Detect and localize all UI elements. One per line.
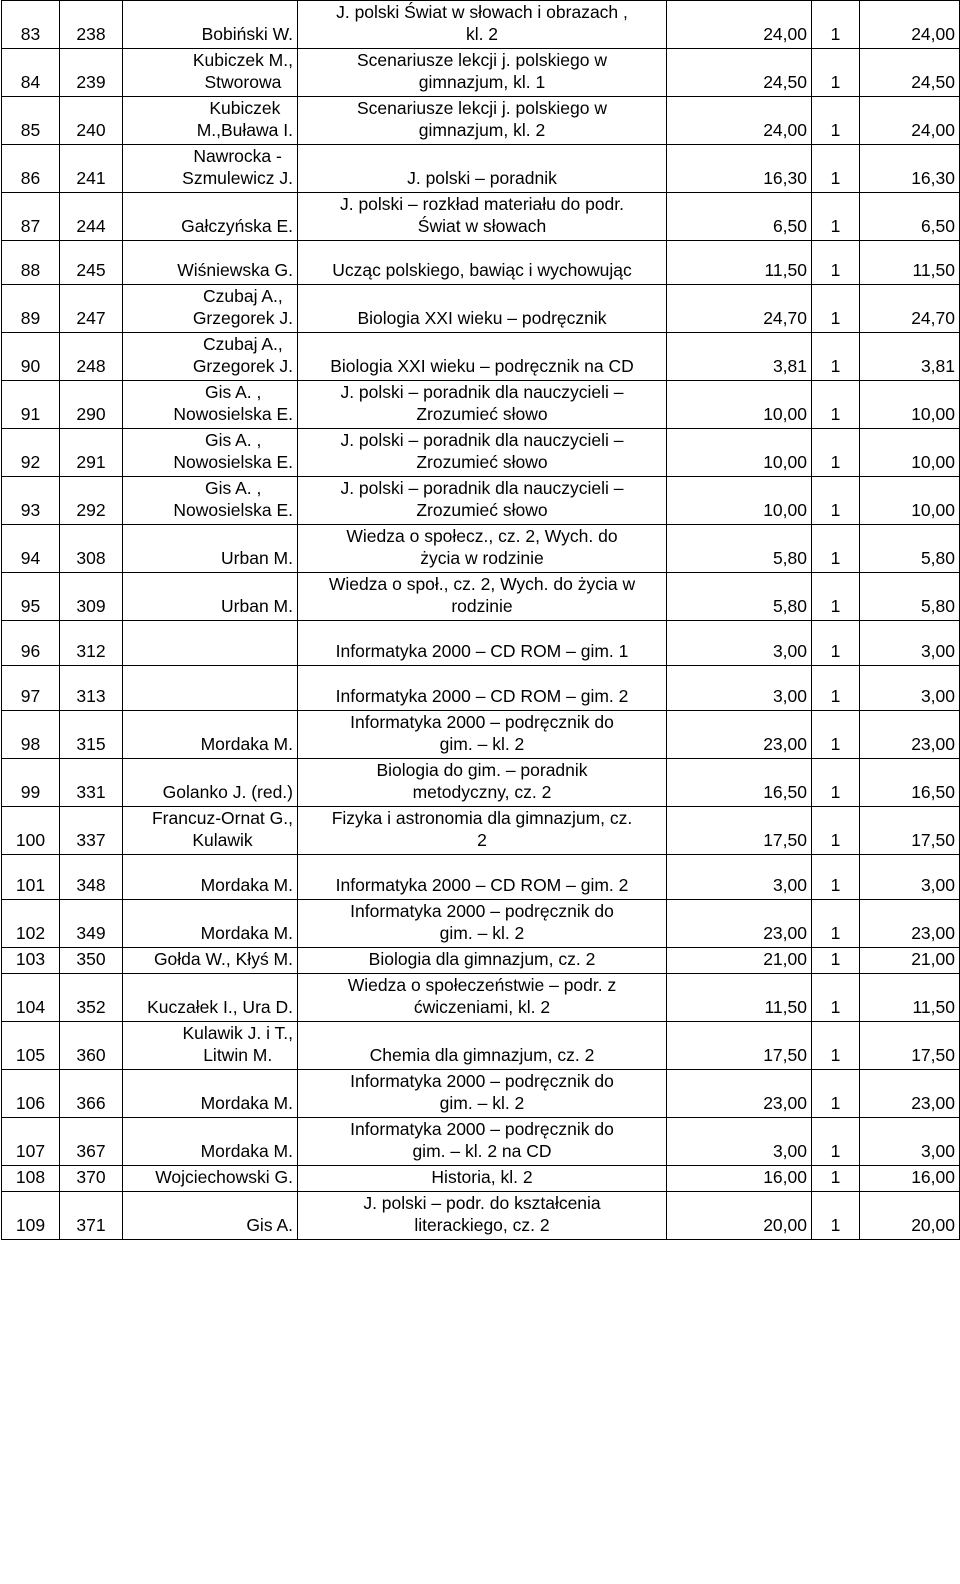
title-cell <box>298 49 667 97</box>
total-price-cell: 10,00 <box>860 429 960 477</box>
quantity-cell: 1 <box>812 1166 860 1192</box>
author-text: Urban M. <box>221 548 293 568</box>
table-body <box>2 1 960 1240</box>
row-number-cell: 99 <box>2 759 60 807</box>
unit-price-cell: 3,00 <box>667 855 812 900</box>
title-text: J. polski – poradnik dla nauczycieli – Zrozumieć słowo <box>340 478 624 520</box>
author-cell <box>123 1166 298 1192</box>
table-row <box>2 97 960 145</box>
unit-price-cell: 24,70 <box>667 285 812 333</box>
table-row <box>2 145 960 193</box>
table-row <box>2 241 960 285</box>
unit-price-cell: 16,50 <box>667 759 812 807</box>
table-row <box>2 900 960 948</box>
quantity-cell: 1 <box>812 1 860 49</box>
unit-price-cell: 23,00 <box>667 1070 812 1118</box>
unit-price-cell: 21,00 <box>667 948 812 974</box>
unit-price-cell: 5,80 <box>667 573 812 621</box>
total-price-cell: 23,00 <box>860 711 960 759</box>
author-text: Wiśniewska G. <box>177 260 293 280</box>
table-row <box>2 285 960 333</box>
catalog-id-cell: 238 <box>60 1 123 49</box>
quantity-cell: 1 <box>812 1118 860 1166</box>
title-cell <box>298 1022 667 1070</box>
title-text: Biologia XXI wieku – podręcznik na CD <box>330 356 634 376</box>
unit-price-cell: 10,00 <box>667 477 812 525</box>
total-price-cell: 23,00 <box>860 900 960 948</box>
total-price-cell: 3,81 <box>860 333 960 381</box>
quantity-cell: 1 <box>812 97 860 145</box>
catalog-id-cell: 312 <box>60 621 123 666</box>
catalog-id-cell: 291 <box>60 429 123 477</box>
author-cell <box>123 1022 298 1070</box>
author-text: Kubiczek M., Stworowa <box>192 50 293 92</box>
author-text: Mordaka M. <box>200 734 293 754</box>
author-cell <box>123 711 298 759</box>
table-row <box>2 1 960 49</box>
row-number-cell: 87 <box>2 193 60 241</box>
table-row <box>2 974 960 1022</box>
author-text: Kubiczek M.,Buława I. <box>196 98 293 140</box>
table-row <box>2 381 960 429</box>
total-price-cell: 11,50 <box>860 241 960 285</box>
author-text: Gołda W., Kłyś M. <box>153 949 293 969</box>
row-number-cell: 102 <box>2 900 60 948</box>
quantity-cell: 1 <box>812 974 860 1022</box>
author-text: Czubaj A., Grzegorek J. <box>192 334 293 376</box>
row-number-cell: 89 <box>2 285 60 333</box>
catalog-id-cell: 244 <box>60 193 123 241</box>
quantity-cell: 1 <box>812 241 860 285</box>
title-text: J. polski – poradnik dla nauczycieli – Zrozumieć słowo <box>340 382 624 424</box>
author-cell <box>123 855 298 900</box>
author-cell <box>123 285 298 333</box>
table-row <box>2 1192 960 1240</box>
total-price-cell: 5,80 <box>860 525 960 573</box>
row-number-cell: 84 <box>2 49 60 97</box>
unit-price-cell: 17,50 <box>667 1022 812 1070</box>
table-row <box>2 429 960 477</box>
author-text: Mordaka M. <box>200 875 293 895</box>
total-price-cell: 10,00 <box>860 477 960 525</box>
quantity-cell: 1 <box>812 573 860 621</box>
unit-price-cell: 20,00 <box>667 1192 812 1240</box>
row-number-cell: 105 <box>2 1022 60 1070</box>
row-number-cell: 93 <box>2 477 60 525</box>
author-text: Wojciechowski G. <box>155 1167 293 1187</box>
author-cell <box>123 381 298 429</box>
title-cell <box>298 666 667 711</box>
catalog-id-cell: 370 <box>60 1166 123 1192</box>
title-text: Informatyka 2000 – CD ROM – gim. 2 <box>335 875 629 895</box>
total-price-cell: 24,00 <box>860 97 960 145</box>
catalog-id-cell: 240 <box>60 97 123 145</box>
row-number-cell: 95 <box>2 573 60 621</box>
title-text: Wiedza o społ., cz. 2, Wych. do życia w rodzinie <box>328 574 636 616</box>
row-number-cell: 83 <box>2 1 60 49</box>
title-cell <box>298 1 667 49</box>
title-cell <box>298 1166 667 1192</box>
author-cell <box>123 759 298 807</box>
author-cell <box>123 97 298 145</box>
unit-price-cell: 23,00 <box>667 900 812 948</box>
unit-price-cell: 3,81 <box>667 333 812 381</box>
author-cell <box>123 1118 298 1166</box>
row-number-cell: 96 <box>2 621 60 666</box>
title-cell <box>298 948 667 974</box>
unit-price-cell: 24,00 <box>667 97 812 145</box>
title-text: Informatyka 2000 – podręcznik do gim. – kl. 2 na CD <box>350 1119 614 1161</box>
catalog-id-cell: 366 <box>60 1070 123 1118</box>
author-cell <box>123 1070 298 1118</box>
quantity-cell: 1 <box>812 855 860 900</box>
title-text: Wiedza o społecz., cz. 2, Wych. do życia w rodzinie <box>346 526 618 568</box>
total-price-cell: 3,00 <box>860 621 960 666</box>
author-cell <box>123 573 298 621</box>
row-number-cell: 108 <box>2 1166 60 1192</box>
title-text: Scenariusze lekcji j. polskiego w gimnazjum, kl. 1 <box>357 50 607 92</box>
total-price-cell: 16,30 <box>860 145 960 193</box>
title-text: J. polski – podr. do kształcenia literackiego, cz. 2 <box>363 1193 601 1235</box>
author-cell <box>123 477 298 525</box>
author-cell <box>123 333 298 381</box>
title-text: Informatyka 2000 – podręcznik do gim. – kl. 2 <box>350 901 614 943</box>
author-text: Kuczałek I., Ura D. <box>147 997 293 1017</box>
quantity-cell: 1 <box>812 1192 860 1240</box>
author-cell <box>123 241 298 285</box>
title-text: Biologia XXI wieku – podręcznik <box>357 308 607 328</box>
title-cell <box>298 285 667 333</box>
total-price-cell: 6,50 <box>860 193 960 241</box>
quantity-cell: 1 <box>812 807 860 855</box>
quantity-cell: 1 <box>812 1022 860 1070</box>
title-cell <box>298 900 667 948</box>
author-cell <box>123 145 298 193</box>
title-text: Wiedza o społeczeństwie – podr. z ćwiczeniami, kl. 2 <box>347 975 617 1017</box>
quantity-cell: 1 <box>812 285 860 333</box>
author-cell <box>123 1 298 49</box>
row-number-cell: 90 <box>2 333 60 381</box>
catalog-id-cell: 315 <box>60 711 123 759</box>
table-row <box>2 948 960 974</box>
title-text: Scenariusze lekcji j. polskiego w gimnazjum, kl. 2 <box>357 98 607 140</box>
quantity-cell: 1 <box>812 145 860 193</box>
unit-price-cell: 3,00 <box>667 621 812 666</box>
title-cell <box>298 241 667 285</box>
table-row <box>2 49 960 97</box>
title-text: Biologia dla gimnazjum, cz. 2 <box>368 949 596 969</box>
unit-price-cell: 17,50 <box>667 807 812 855</box>
title-cell <box>298 974 667 1022</box>
author-cell <box>123 807 298 855</box>
row-number-cell: 85 <box>2 97 60 145</box>
table-row <box>2 1022 960 1070</box>
catalog-id-cell: 308 <box>60 525 123 573</box>
row-number-cell: 86 <box>2 145 60 193</box>
title-cell <box>298 573 667 621</box>
quantity-cell: 1 <box>812 333 860 381</box>
quantity-cell: 1 <box>812 948 860 974</box>
author-text: Gis A. , Nowosielska E. <box>173 382 293 424</box>
row-number-cell: 98 <box>2 711 60 759</box>
table-row <box>2 855 960 900</box>
quantity-cell: 1 <box>812 711 860 759</box>
quantity-cell: 1 <box>812 381 860 429</box>
row-number-cell: 106 <box>2 1070 60 1118</box>
table-row <box>2 759 960 807</box>
total-price-cell: 3,00 <box>860 1118 960 1166</box>
title-text: J. polski – poradnik <box>407 168 557 188</box>
author-text: Gis A. , Nowosielska E. <box>173 478 293 520</box>
table-row <box>2 525 960 573</box>
author-text: Gis A. , Nowosielska E. <box>173 430 293 472</box>
quantity-cell: 1 <box>812 49 860 97</box>
unit-price-cell: 24,50 <box>667 49 812 97</box>
title-cell <box>298 97 667 145</box>
unit-price-cell: 10,00 <box>667 429 812 477</box>
catalog-id-cell: 313 <box>60 666 123 711</box>
title-text: J. polski – rozkład materiału do podr. Świat w słowach <box>339 194 625 236</box>
total-price-cell: 24,70 <box>860 285 960 333</box>
author-cell <box>123 948 298 974</box>
total-price-cell: 23,00 <box>860 1070 960 1118</box>
title-text: Informatyka 2000 – CD ROM – gim. 1 <box>335 641 629 661</box>
title-cell <box>298 145 667 193</box>
author-text: Bobiński W. <box>201 24 293 44</box>
unit-price-cell: 16,00 <box>667 1166 812 1192</box>
catalog-id-cell: 248 <box>60 333 123 381</box>
total-price-cell: 17,50 <box>860 807 960 855</box>
author-text: Golanko J. (red.) <box>162 782 293 802</box>
author-text: Czubaj A., Grzegorek J. <box>192 286 293 328</box>
title-text: Informatyka 2000 – podręcznik do gim. – kl. 2 <box>350 712 614 754</box>
row-number-cell: 107 <box>2 1118 60 1166</box>
title-cell <box>298 525 667 573</box>
catalog-id-cell: 337 <box>60 807 123 855</box>
quantity-cell: 1 <box>812 900 860 948</box>
total-price-cell: 20,00 <box>860 1192 960 1240</box>
quantity-cell: 1 <box>812 193 860 241</box>
catalog-id-cell: 309 <box>60 573 123 621</box>
catalog-id-cell: 350 <box>60 948 123 974</box>
title-cell <box>298 429 667 477</box>
row-number-cell: 92 <box>2 429 60 477</box>
table-row <box>2 573 960 621</box>
total-price-cell: 24,50 <box>860 49 960 97</box>
table-row <box>2 711 960 759</box>
catalog-id-cell: 360 <box>60 1022 123 1070</box>
row-number-cell: 94 <box>2 525 60 573</box>
catalog-id-cell: 348 <box>60 855 123 900</box>
catalog-id-cell: 349 <box>60 900 123 948</box>
unit-price-cell: 23,00 <box>667 711 812 759</box>
table-row <box>2 1070 960 1118</box>
title-cell <box>298 1118 667 1166</box>
title-cell <box>298 193 667 241</box>
catalog-id-cell: 290 <box>60 381 123 429</box>
unit-price-cell: 3,00 <box>667 1118 812 1166</box>
title-cell <box>298 477 667 525</box>
table-row <box>2 477 960 525</box>
author-cell <box>123 49 298 97</box>
catalog-id-cell: 245 <box>60 241 123 285</box>
quantity-cell: 1 <box>812 759 860 807</box>
unit-price-cell: 16,30 <box>667 145 812 193</box>
total-price-cell: 24,00 <box>860 1 960 49</box>
author-cell <box>123 525 298 573</box>
row-number-cell: 100 <box>2 807 60 855</box>
row-number-cell: 103 <box>2 948 60 974</box>
title-text: Historia, kl. 2 <box>431 1167 533 1187</box>
title-cell <box>298 1070 667 1118</box>
total-price-cell: 16,00 <box>860 1166 960 1192</box>
title-cell <box>298 711 667 759</box>
unit-price-cell: 24,00 <box>667 1 812 49</box>
book-inventory-table <box>1 0 960 1240</box>
total-price-cell: 5,80 <box>860 573 960 621</box>
unit-price-cell: 6,50 <box>667 193 812 241</box>
author-text: Gis A. <box>246 1215 293 1235</box>
catalog-id-cell: 371 <box>60 1192 123 1240</box>
row-number-cell: 109 <box>2 1192 60 1240</box>
title-text: Informatyka 2000 – CD ROM – gim. 2 <box>335 686 629 706</box>
author-text: Nawrocka - Szmulewicz J. <box>182 146 293 188</box>
row-number-cell: 91 <box>2 381 60 429</box>
title-cell <box>298 1192 667 1240</box>
total-price-cell: 21,00 <box>860 948 960 974</box>
title-cell <box>298 381 667 429</box>
title-cell <box>298 759 667 807</box>
catalog-id-cell: 331 <box>60 759 123 807</box>
author-text: Mordaka M. <box>200 1093 293 1113</box>
author-text: Gałczyńska E. <box>181 216 293 236</box>
total-price-cell: 17,50 <box>860 1022 960 1070</box>
total-price-cell: 10,00 <box>860 381 960 429</box>
row-number-cell: 104 <box>2 974 60 1022</box>
table-row <box>2 666 960 711</box>
title-text: Informatyka 2000 – podręcznik do gim. – kl. 2 <box>350 1071 614 1113</box>
author-cell <box>123 429 298 477</box>
quantity-cell: 1 <box>812 666 860 711</box>
catalog-id-cell: 367 <box>60 1118 123 1166</box>
table-row <box>2 193 960 241</box>
author-text: Mordaka M. <box>200 923 293 943</box>
unit-price-cell: 11,50 <box>667 241 812 285</box>
title-cell <box>298 333 667 381</box>
row-number-cell: 88 <box>2 241 60 285</box>
title-text: Ucząc polskiego, bawiąc i wychowując <box>332 260 632 280</box>
author-cell <box>123 974 298 1022</box>
table-row <box>2 807 960 855</box>
table-row <box>2 1118 960 1166</box>
title-text: J. polski Świat w słowach i obrazach , kl. 2 <box>336 2 628 44</box>
total-price-cell: 3,00 <box>860 666 960 711</box>
table-row <box>2 621 960 666</box>
catalog-id-cell: 247 <box>60 285 123 333</box>
title-text: Biologia do gim. – poradnik metodyczny, cz. 2 <box>376 760 588 802</box>
title-text: Chemia dla gimnazjum, cz. 2 <box>369 1045 595 1065</box>
author-text: Mordaka M. <box>200 1141 293 1161</box>
author-text: Kulawik J. i T., Litwin M. <box>182 1023 293 1065</box>
author-cell <box>123 621 298 666</box>
title-cell <box>298 807 667 855</box>
title-cell <box>298 621 667 666</box>
catalog-id-cell: 292 <box>60 477 123 525</box>
catalog-id-cell: 239 <box>60 49 123 97</box>
quantity-cell: 1 <box>812 429 860 477</box>
unit-price-cell: 10,00 <box>667 381 812 429</box>
author-cell <box>123 1192 298 1240</box>
unit-price-cell: 5,80 <box>667 525 812 573</box>
table-row <box>2 1166 960 1192</box>
total-price-cell: 16,50 <box>860 759 960 807</box>
quantity-cell: 1 <box>812 1070 860 1118</box>
quantity-cell: 1 <box>812 477 860 525</box>
catalog-id-cell: 352 <box>60 974 123 1022</box>
unit-price-cell: 3,00 <box>667 666 812 711</box>
author-cell <box>123 666 298 711</box>
row-number-cell: 97 <box>2 666 60 711</box>
author-text: Francuz-Ornat G., Kulawik <box>151 808 293 850</box>
total-price-cell: 11,50 <box>860 974 960 1022</box>
author-cell <box>123 900 298 948</box>
author-cell <box>123 193 298 241</box>
title-text: Fizyka i astronomia dla gimnazjum, cz. 2 <box>331 808 633 850</box>
quantity-cell: 1 <box>812 525 860 573</box>
table-row <box>2 333 960 381</box>
unit-price-cell: 11,50 <box>667 974 812 1022</box>
quantity-cell: 1 <box>812 621 860 666</box>
total-price-cell: 3,00 <box>860 855 960 900</box>
catalog-id-cell: 241 <box>60 145 123 193</box>
author-text: Urban M. <box>221 596 293 616</box>
title-cell <box>298 855 667 900</box>
title-text: J. polski – poradnik dla nauczycieli – Zrozumieć słowo <box>340 430 624 472</box>
row-number-cell: 101 <box>2 855 60 900</box>
